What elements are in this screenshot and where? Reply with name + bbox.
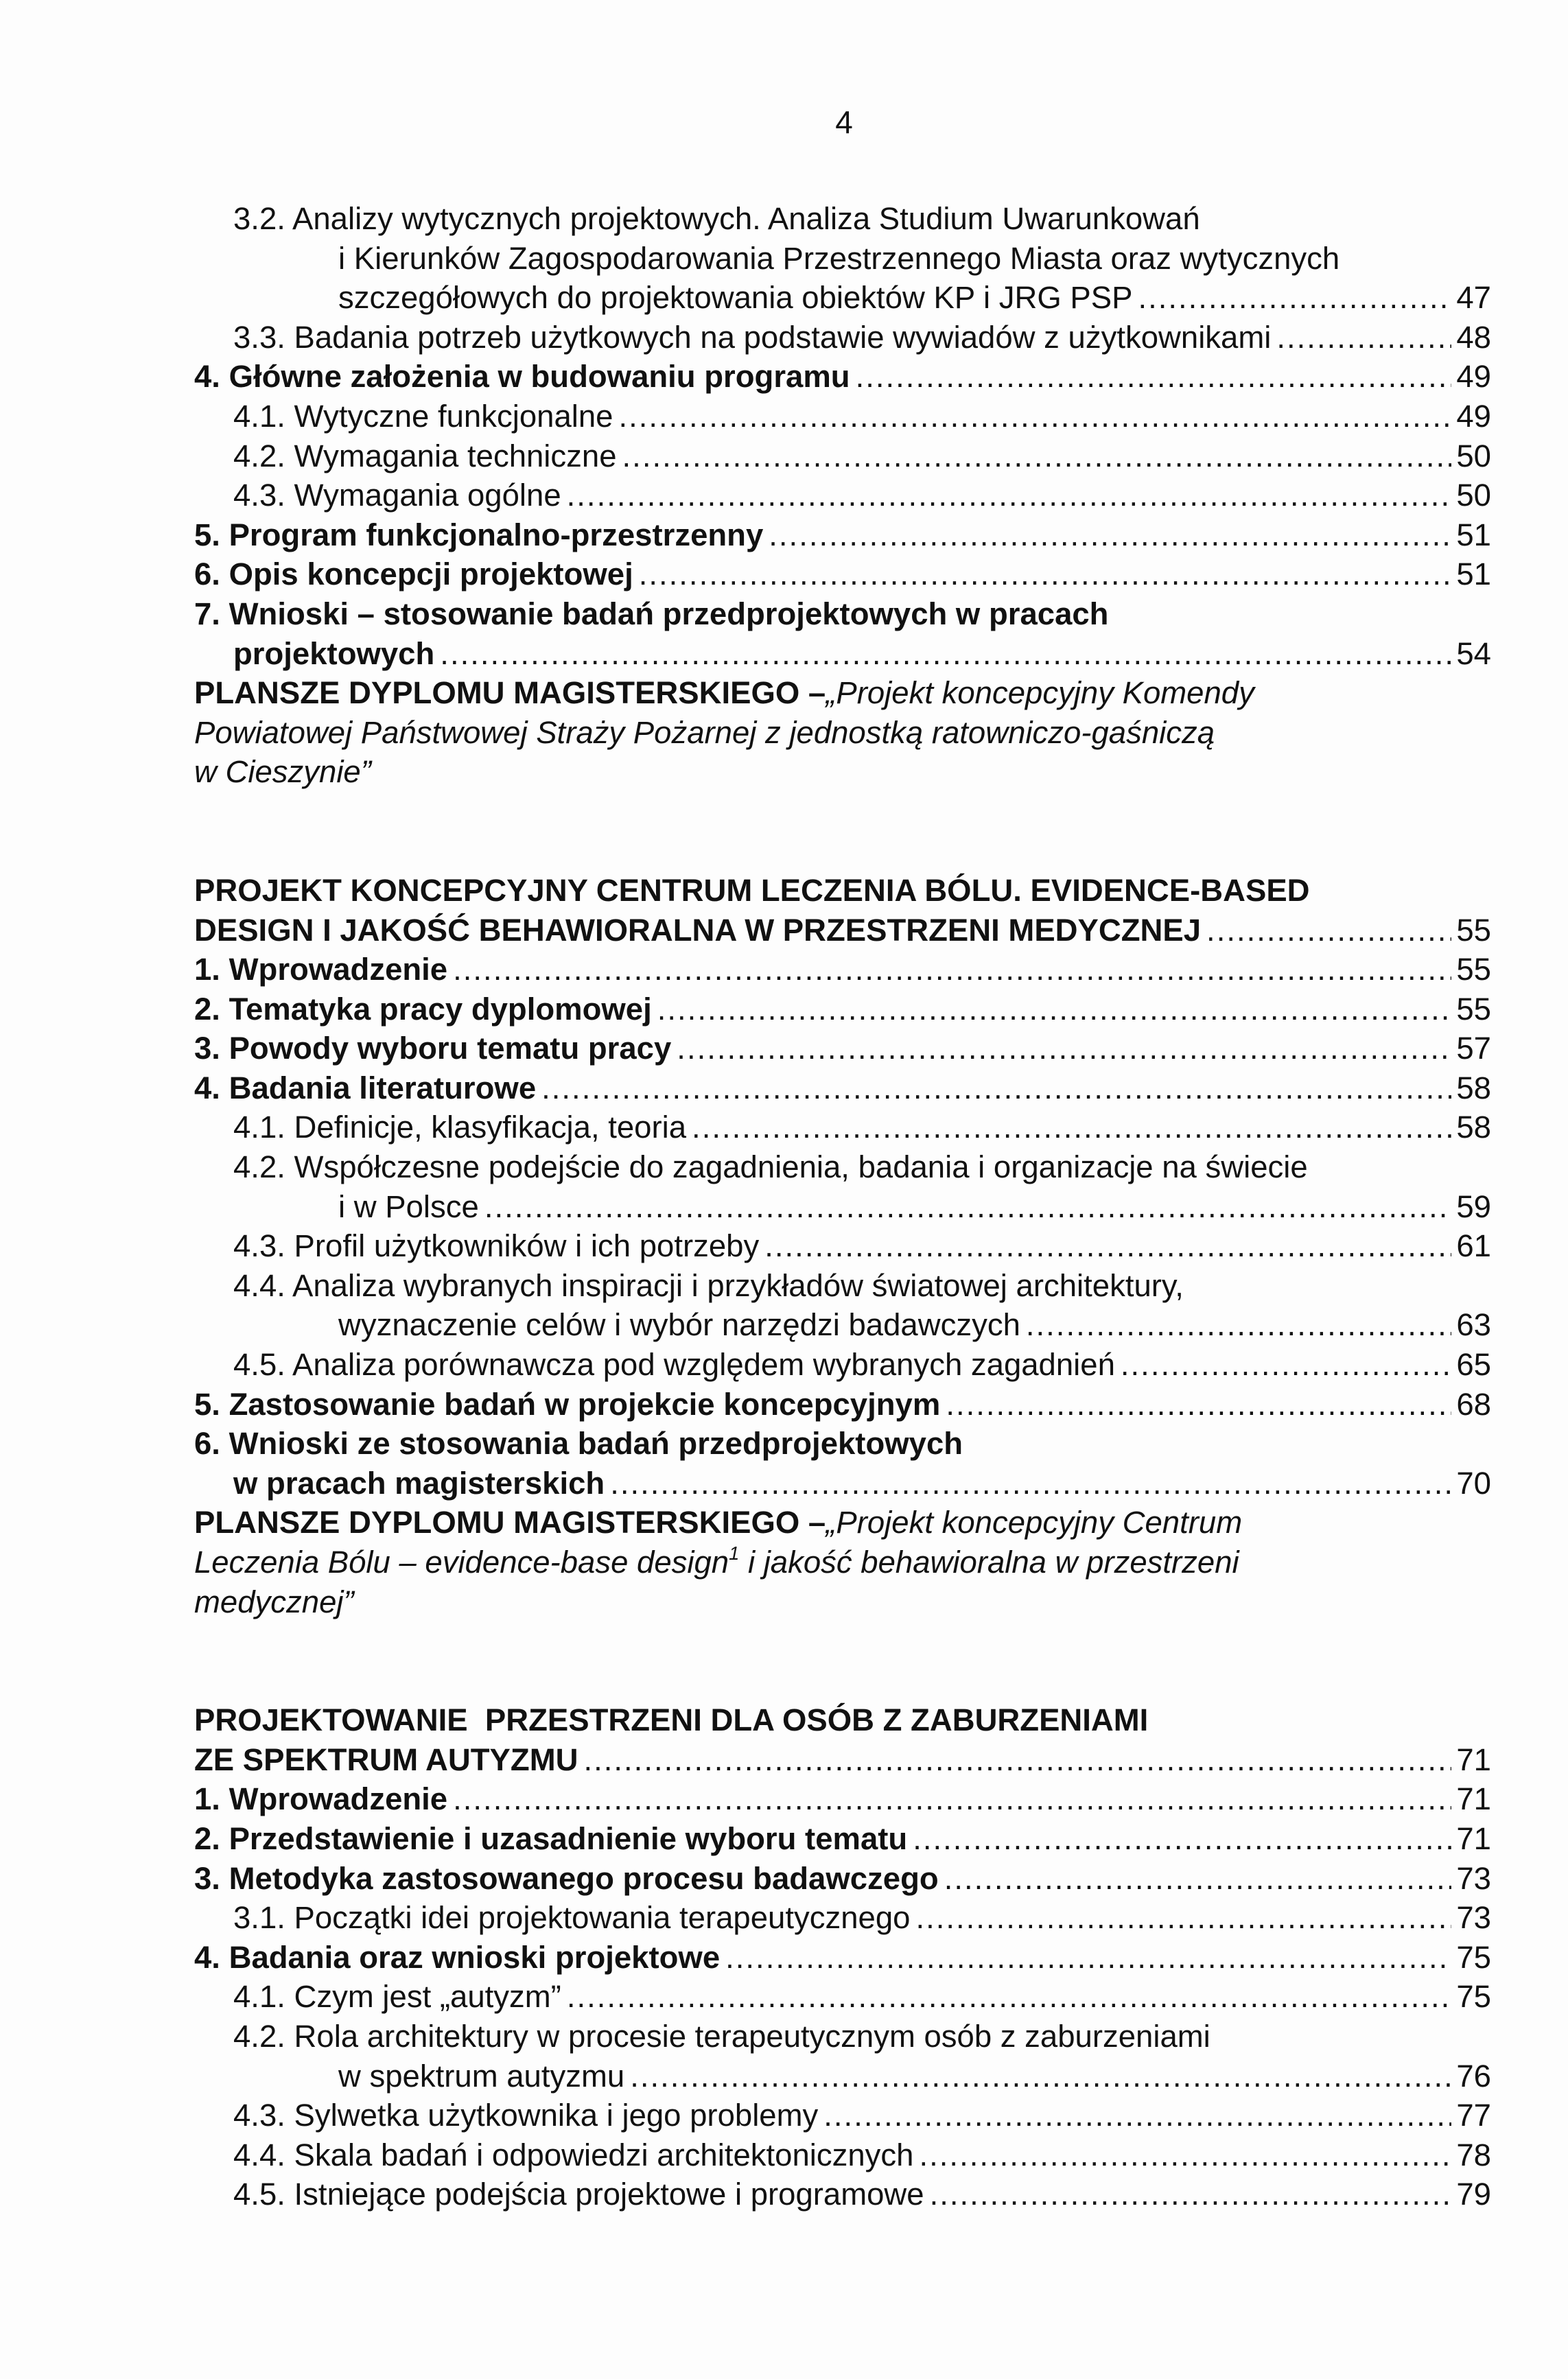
dot-leader <box>630 2056 1451 2096</box>
toc-entry-text: 6. Opis koncepcji projektowej <box>194 556 633 592</box>
toc-plansze-2[interactable] <box>194 1503 1491 1621</box>
dot-leader <box>1206 911 1451 950</box>
toc-part-2-heading[interactable] <box>194 871 1491 950</box>
toc-page-number: 70 <box>1456 1465 1491 1501</box>
plansze-title: Powiatowej Państwowej Straży Pożarnej z jednostką ratowniczo-gaśniczą <box>194 714 1215 750</box>
plansze-title: w Cieszynie” <box>194 754 371 790</box>
dot-leader <box>692 1108 1451 1147</box>
section-gap <box>194 1621 1491 1700</box>
toc-entry-text: wyznaczenie celów i wybór narzędzi badawczych <box>338 1307 1020 1343</box>
toc-page-number: 55 <box>1456 991 1491 1027</box>
toc-entry-4-1[interactable] <box>194 1977 1491 2017</box>
toc-heading-text: PROJEKT KONCEPCYJNY CENTRUM LECZENIA BÓLU. EVIDENCE-BASED <box>194 872 1310 908</box>
toc-page-number: 51 <box>1456 556 1491 592</box>
plansze-title: „Projekt koncepcyjny Komendy <box>826 675 1254 711</box>
plansze-label: PLANSZE DYPLOMU MAGISTERSKIEGO – <box>194 675 826 711</box>
toc-entry-text: 4.5. Istniejące podejścia projektowe i programowe <box>233 2177 924 2212</box>
toc-heading-text: ZE SPEKTRUM AUTYZMU <box>194 1742 578 1777</box>
toc-entry-3-3[interactable] <box>194 318 1491 358</box>
toc-entry-text: 4. Badania oraz wnioski projektowe <box>194 1939 721 1975</box>
toc-part-1 <box>194 199 1491 792</box>
toc-page-number: 71 <box>1456 1820 1491 1856</box>
toc-entry-text: 2. Przedstawienie i uzasadnienie wyboru tematu <box>194 1820 908 1856</box>
toc-page-number: 71 <box>1456 1781 1491 1817</box>
dot-leader <box>541 1068 1451 1108</box>
toc-page-number: 50 <box>1456 438 1491 473</box>
toc-page-number: 75 <box>1456 1979 1491 2015</box>
toc-page-number: 71 <box>1456 1742 1491 1777</box>
toc-entry-text: 3.2. Analizy wytycznych projektowych. Analiza Studium Uwarunkowań <box>233 201 1200 236</box>
toc-entry-text: 5. Zastosowanie badań w projekcie koncepcyjnym <box>194 1386 941 1422</box>
toc-page-number: 61 <box>1456 1228 1491 1264</box>
dot-leader <box>920 2135 1452 2175</box>
toc-entry-text: 5. Program funkcjonalno-przestrzenny <box>194 517 764 552</box>
plansze-label: PLANSZE DYPLOMU MAGISTERSKIEGO – <box>194 1505 826 1540</box>
toc-heading-text: PROJEKTOWANIE PRZESTRZENI DLA OSÓB Z ZABURZENIAMI <box>194 1702 1149 1738</box>
toc-page-number: 49 <box>1456 398 1491 434</box>
toc-entry-4[interactable] <box>194 357 1491 397</box>
toc-entry-1[interactable] <box>194 950 1491 989</box>
toc-entry-2[interactable] <box>194 989 1491 1029</box>
toc-page-number: 48 <box>1456 319 1491 355</box>
toc-page-number: 49 <box>1456 359 1491 395</box>
toc-entry-text: 3. Powody wyboru tematu pracy <box>194 1031 672 1066</box>
dot-leader <box>622 436 1451 476</box>
toc-entry-1[interactable] <box>194 1779 1491 1819</box>
toc-entry-4-1[interactable] <box>194 397 1491 436</box>
toc-entry-text: 7. Wnioski – stosowanie badań przedprojektowych w pracach <box>194 596 1109 631</box>
toc-entry-text: w spektrum autyzmu <box>338 2058 625 2094</box>
toc-entry-4-4[interactable] <box>194 2135 1491 2175</box>
toc-entry-6[interactable] <box>194 554 1491 594</box>
dot-leader <box>764 1226 1451 1266</box>
toc-entry-3-2[interactable] <box>194 199 1491 318</box>
toc-entry-text: 4.3. Profil użytkowników i ich potrzeby <box>233 1228 760 1264</box>
toc-page-number: 73 <box>1456 1860 1491 1896</box>
toc-entry-3[interactable] <box>194 1859 1491 1899</box>
toc-page-number: 76 <box>1456 2058 1491 2094</box>
toc-page-number: 65 <box>1456 1347 1491 1383</box>
toc-entry-text: 4.4. Analiza wybranych inspiracji i przykładów światowej architektury, <box>233 1267 1184 1303</box>
dot-leader <box>930 2175 1451 2214</box>
dot-leader <box>1138 278 1451 318</box>
toc-entry-3-1[interactable] <box>194 1898 1491 1938</box>
dot-leader <box>769 515 1451 555</box>
dot-leader <box>913 1819 1451 1859</box>
dot-leader <box>915 1898 1451 1938</box>
toc-entry-4-5[interactable] <box>194 2175 1491 2214</box>
toc-entry-4-1[interactable] <box>194 1108 1491 1147</box>
dot-leader <box>657 989 1451 1029</box>
plansze-title: „Projekt koncepcyjny Centrum <box>826 1505 1243 1540</box>
toc-heading-text: DESIGN I JAKOŚĆ BEHAWIORALNA W PRZESTRZENI MEDYCZNEJ <box>194 912 1202 948</box>
toc-entry-text: 4.1. Wytyczne funkcjonalne <box>233 398 613 434</box>
dot-leader <box>567 476 1451 515</box>
toc-page-number: 78 <box>1456 2137 1491 2172</box>
dot-leader <box>1026 1305 1451 1345</box>
toc-part-3 <box>194 1700 1491 2214</box>
toc-entry-text: 4.3. Sylwetka użytkownika i jego problemy <box>233 2098 819 2133</box>
toc-entry-4-4[interactable] <box>194 1266 1491 1345</box>
toc-entry-4-3[interactable] <box>194 2096 1491 2135</box>
toc-entry-text: 4.1. Czym jest „autyzm” <box>233 1979 561 2015</box>
toc-entry-text: 1. Wprowadzenie <box>194 952 448 987</box>
toc-page-number: 59 <box>1456 1188 1491 1224</box>
section-gap <box>194 792 1491 871</box>
toc-entry-text: 4.5. Analiza porównawcza pod względem wybranych zagadnień <box>233 1347 1115 1383</box>
toc-entry-text: szczegółowych do projektowania obiektów KP i JRG PSP <box>338 280 1133 316</box>
toc-entry-5[interactable] <box>194 515 1491 555</box>
toc-entry-text: 4. Badania literaturowe <box>194 1070 537 1105</box>
toc-entry-4-3[interactable] <box>194 476 1491 515</box>
toc-page-number: 54 <box>1456 635 1491 671</box>
table-of-contents <box>194 199 1491 2214</box>
toc-entry-text: 4.3. Wymagania ogólne <box>233 478 561 513</box>
toc-entry-text: 4.2. Rola architektury w procesie terapeutycznym osób z zaburzeniami <box>233 2018 1210 2054</box>
toc-page-number: 68 <box>1456 1386 1491 1422</box>
dot-leader <box>583 1740 1451 1780</box>
toc-page-number: 58 <box>1456 1110 1491 1145</box>
dot-leader <box>639 554 1451 594</box>
toc-page-number: 47 <box>1456 280 1491 316</box>
toc-entry-text: 3.1. Początki idei projektowania terapeutycznego <box>233 1900 911 1936</box>
toc-entry-text: 3.3. Badania potrzeb użytkowych na podstawie wywiadów z użytkownikami <box>233 319 1272 355</box>
toc-entry-2[interactable] <box>194 1819 1491 1859</box>
page-number: 4 <box>835 104 853 140</box>
toc-entry-text: i Kierunków Zagospodarowania Przestrzennego Miasta oraz wytycznych <box>338 240 1340 276</box>
toc-entry-text: 3. Metodyka zastosowanego procesu badawczego <box>194 1860 939 1896</box>
toc-entry-4[interactable] <box>194 1938 1491 1978</box>
toc-entry-text: 4.4. Skala badań i odpowiedzi architektonicznych <box>233 2137 914 2172</box>
toc-page-number: 51 <box>1456 517 1491 552</box>
dot-leader <box>856 357 1451 397</box>
toc-entry-4-2[interactable] <box>194 1147 1491 1226</box>
toc-page-number: 63 <box>1456 1307 1491 1343</box>
dot-leader <box>1121 1345 1451 1385</box>
toc-entry-text: 4. Główne założenia w budowaniu programu <box>194 359 850 395</box>
dot-leader <box>440 634 1451 674</box>
footnote-mark[interactable]: 1 <box>729 1542 740 1564</box>
dot-leader <box>610 1464 1451 1503</box>
toc-page-number: 77 <box>1456 2098 1491 2133</box>
plansze-title-part: Leczenia Bólu – evidence-base design <box>194 1545 729 1580</box>
plansze-title-part: i jakość behawioralna w przestrzeni <box>739 1545 1239 1580</box>
toc-entry-text: projektowych <box>233 635 435 671</box>
toc-entry-3[interactable] <box>194 1029 1491 1068</box>
dot-leader <box>725 1938 1451 1978</box>
toc-page-number: 55 <box>1456 952 1491 987</box>
toc-page-number: 50 <box>1456 478 1491 513</box>
dot-leader <box>618 397 1451 436</box>
toc-page-number: 57 <box>1456 1031 1491 1066</box>
toc-page-number: 73 <box>1456 1900 1491 1936</box>
dot-leader <box>677 1029 1451 1068</box>
toc-plansze-1[interactable] <box>194 673 1491 792</box>
toc-entry-4-2[interactable] <box>194 2017 1491 2096</box>
plansze-title <box>194 1543 1239 1582</box>
dot-leader <box>944 1859 1451 1899</box>
toc-entry-text: w pracach magisterskich <box>233 1465 605 1501</box>
toc-entry-4-2[interactable] <box>194 436 1491 476</box>
dot-leader <box>453 950 1451 989</box>
toc-entry-text: 4.2. Współczesne podejście do zagadnienia, badania i organizacje na świecie <box>233 1149 1308 1185</box>
toc-page-number: 75 <box>1456 1939 1491 1975</box>
toc-entry-6[interactable] <box>194 1424 1491 1503</box>
toc-entry-text: 4.2. Wymagania techniczne <box>233 438 617 473</box>
plansze-title: medycznej” <box>194 1584 354 1619</box>
dot-leader <box>1276 318 1451 358</box>
toc-entry-text: 2. Tematyka pracy dyplomowej <box>194 991 652 1027</box>
dot-leader <box>567 1977 1451 2017</box>
toc-entry-4-5[interactable] <box>194 1345 1491 1385</box>
dot-leader <box>823 2096 1451 2135</box>
toc-entry-7[interactable] <box>194 594 1491 673</box>
toc-entry-text: 6. Wnioski ze stosowania badań przedprojektowych <box>194 1426 963 1462</box>
dot-leader <box>484 1187 1451 1227</box>
toc-entry-text: 4.1. Definicje, klasyfikacja, teoria <box>233 1110 687 1145</box>
toc-part-3-heading[interactable] <box>194 1700 1491 1779</box>
toc-page-number: 55 <box>1456 912 1491 948</box>
toc-part-2 <box>194 871 1491 1621</box>
toc-entry-4[interactable] <box>194 1068 1491 1108</box>
toc-page-number: 79 <box>1456 2177 1491 2212</box>
toc-entry-text: i w Polsce <box>338 1188 479 1224</box>
toc-entry-text: 1. Wprowadzenie <box>194 1781 448 1817</box>
dot-leader <box>453 1779 1451 1819</box>
toc-entry-5[interactable] <box>194 1385 1491 1425</box>
toc-entry-4-3[interactable] <box>194 1226 1491 1266</box>
toc-page-number: 58 <box>1456 1070 1491 1105</box>
dot-leader <box>946 1385 1451 1425</box>
